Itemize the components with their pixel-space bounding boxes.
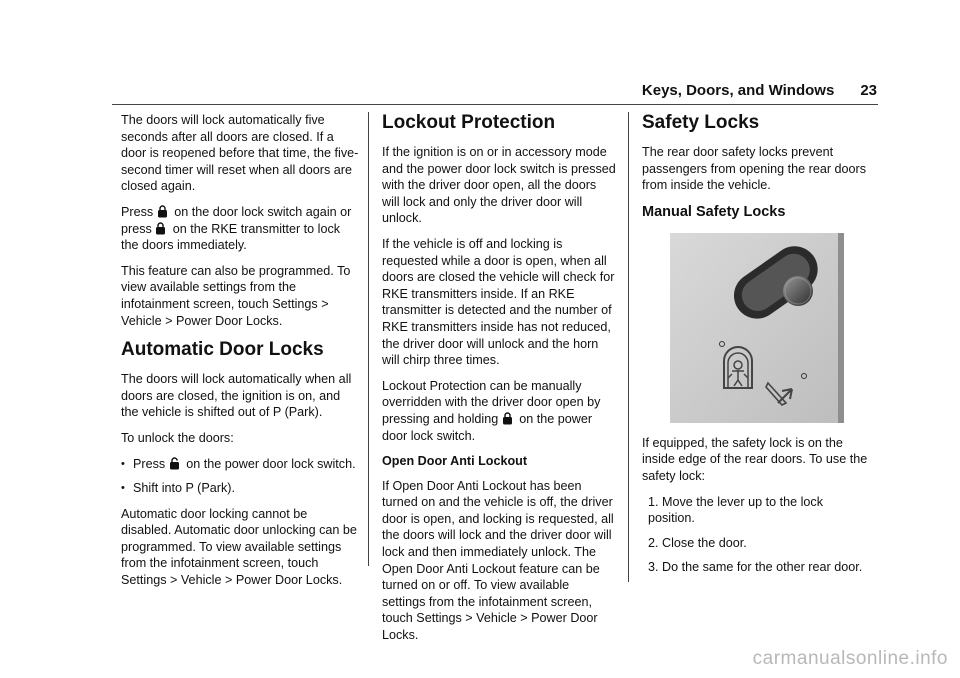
list-item: • Shift into P (Park).	[121, 481, 235, 496]
page-number: 23	[860, 82, 877, 99]
column-divider	[368, 112, 369, 566]
heading-safety-locks: Safety Locks	[642, 112, 760, 133]
paragraph: If the ignition is on or in accessory mode and the power door lock switch is pressed with the driver door open, all the doors will lock and only the driver door will unlock.	[382, 145, 616, 226]
bullet-list	[121, 456, 359, 497]
paragraph: This feature can also be programmed. To view available settings from the infotainment screen, touch Settings > Vehicle > Power Door Locks.	[121, 263, 351, 328]
steps-list	[642, 494, 868, 576]
paragraph: Automatic door locking cannot be disabled. Automatic door unlocking can be programmed. To view available settings from the infotainment screen, touch Settings > Vehicle > Power Door Locks.	[121, 506, 357, 588]
paragraph: Press on the door lock switch again or press on the RKE transmitter to lock the doors immediately.	[121, 204, 352, 253]
bullet-icon: •	[121, 457, 125, 470]
column-left	[121, 112, 359, 598]
section-title: Keys, Doors, and Windows	[641, 82, 835, 99]
paragraph: If equipped, the safety lock is on the inside edge of the rear doors. To use the safety lock:	[642, 435, 868, 483]
column-divider	[628, 112, 629, 582]
subheading-open-door-anti-lockout: Open Door Anti Lockout	[382, 454, 528, 469]
paragraph: The rear door safety locks prevent passengers from opening the rear doors from inside the vehicle.	[642, 145, 867, 193]
safety-lock-photo	[670, 233, 844, 423]
watermark: carmanualsonline.info	[752, 648, 948, 669]
page-header	[642, 82, 877, 99]
paragraph: The doors will lock automatically when all doors are closed, the ignition is on, and the vehicle is shifted out of P (Park).	[121, 372, 352, 420]
paragraph: To unlock the doors:	[121, 430, 234, 445]
heading-automatic-door-locks: Automatic Door Locks	[121, 339, 324, 361]
column-right	[642, 112, 868, 584]
list-item: • Press on the power door lock switch.	[121, 456, 356, 471]
list-item: 1. Move the lever up to the lock position.	[648, 494, 824, 526]
header-rule	[112, 104, 878, 105]
paragraph: If the vehicle is off and locking is requested while a door is open, when all doors are closed the vehicle will check for RKE transmitters inside. If an RKE transmitter is detected and the number of RKE transmitters inside has not reduced, the driver door will unlock and the horn will chirp three times.	[382, 236, 615, 368]
paragraph: The doors will lock automatically five seconds after all doors are closed. If a door is reopened before that time, the five-second timer will reset when all doors are closed again.	[121, 113, 359, 194]
list-item: 3. Do the same for the other rear door.	[648, 560, 863, 575]
column-middle	[382, 112, 616, 653]
heading-lockout-protection: Lockout Protection	[382, 112, 556, 133]
paragraph: If Open Door Anti Lockout has been turned on and the vehicle is off, the driver door is open, and locking is requested, all the doors will lock and the driver door will lock and then immediately unlock. The Open Door Anti Lockout feature can be turned on or off. To view available settings from the infotainment screen, touch Settings > Vehicle > Power Door Locks.	[382, 478, 614, 643]
paragraph: Lockout Protection can be manually overridden with the driver door open by pressing and holding on the power door lock switch.	[382, 378, 601, 443]
lock-key-icon	[502, 412, 513, 425]
list-item: 2. Close the door.	[648, 535, 747, 550]
lock-key-icon	[155, 222, 166, 235]
heading-manual-safety-locks: Manual Safety Locks	[642, 203, 786, 220]
unlock-key-icon	[169, 457, 180, 470]
bullet-icon: •	[121, 482, 125, 495]
lock-key-icon	[157, 205, 168, 218]
